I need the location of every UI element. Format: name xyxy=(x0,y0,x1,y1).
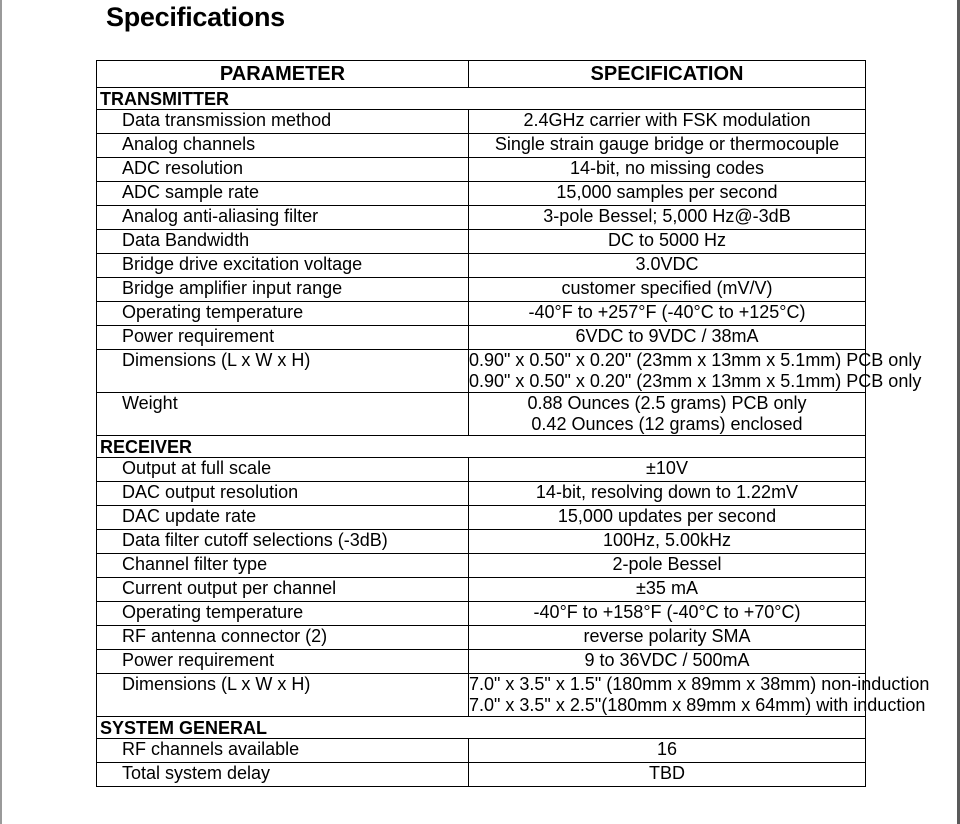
specification-cell xyxy=(469,458,866,482)
table-row xyxy=(97,482,866,506)
specification-cell xyxy=(469,530,866,554)
section-title: TRANSMITTER xyxy=(97,88,866,110)
table-row xyxy=(97,554,866,578)
parameter-cell: Weight xyxy=(97,393,469,436)
specification-line: 16 xyxy=(656,739,678,759)
table-header-row xyxy=(97,61,866,88)
specification-cell xyxy=(469,110,866,134)
parameter-cell: Data filter cutoff selections (-3dB) xyxy=(97,530,469,554)
table-row xyxy=(97,110,866,134)
table-row xyxy=(97,578,866,602)
specification-line: 9 to 36VDC / 500mA xyxy=(584,650,750,670)
parameter-cell: Dimensions (L x W x H) xyxy=(97,350,469,393)
specification-line: 7.0" x 3.5" x 2.5"(180mm x 89mm x 64mm) with induction xyxy=(469,695,926,715)
specification-line: ±35 mA xyxy=(636,578,698,598)
parameter-cell: Channel filter type xyxy=(97,554,469,578)
section-title: SYSTEM GENERAL xyxy=(97,717,866,739)
specification-line: 0.88 Ounces (2.5 grams) PCB only xyxy=(527,393,807,413)
specification-line: customer specified (mV/V) xyxy=(561,278,773,298)
parameter-cell: DAC output resolution xyxy=(97,482,469,506)
table-row xyxy=(97,458,866,482)
table-row xyxy=(97,763,866,787)
table-row xyxy=(97,626,866,650)
specification-line: reverse polarity SMA xyxy=(583,626,751,646)
table-row xyxy=(97,650,866,674)
specification-cell xyxy=(469,674,930,717)
table-row xyxy=(97,278,866,302)
parameter-cell: Total system delay xyxy=(97,763,469,787)
table-row xyxy=(97,182,866,206)
specification-cell xyxy=(469,482,866,506)
section-title: RECEIVER xyxy=(97,436,866,458)
specification-line: ±10V xyxy=(646,458,688,478)
specification-line: TBD xyxy=(649,763,685,783)
specification-cell xyxy=(469,739,866,763)
table-row xyxy=(97,530,866,554)
parameter-cell: RF antenna connector (2) xyxy=(97,626,469,650)
specification-line: -40°F to +257°F (-40°C to +125°C) xyxy=(528,302,806,322)
parameter-cell: Bridge amplifier input range xyxy=(97,278,469,302)
specification-cell xyxy=(469,302,866,326)
parameter-cell: Operating temperature xyxy=(97,302,469,326)
specification-cell xyxy=(469,182,866,206)
section-header-row xyxy=(97,88,866,110)
parameter-cell: Output at full scale xyxy=(97,458,469,482)
parameter-cell: Operating temperature xyxy=(97,602,469,626)
specification-cell xyxy=(469,554,866,578)
parameter-cell: Dimensions (L x W x H) xyxy=(97,674,469,717)
specification-cell xyxy=(469,763,866,787)
parameter-cell: ADC sample rate xyxy=(97,182,469,206)
specification-line: 0.90" x 0.50" x 0.20" (23mm x 13mm x 5.1mm) PCB only xyxy=(469,371,922,391)
parameter-cell: Bridge drive excitation voltage xyxy=(97,254,469,278)
parameter-cell: Current output per channel xyxy=(97,578,469,602)
specification-line: 0.42 Ounces (12 grams) enclosed xyxy=(531,414,803,434)
table-row xyxy=(97,350,866,393)
table-row xyxy=(97,326,866,350)
specification-line: 15,000 updates per second xyxy=(557,506,777,526)
specification-line: 2.4GHz carrier with FSK modulation xyxy=(523,110,811,130)
specification-cell xyxy=(469,350,922,393)
parameter-cell: Analog anti-aliasing filter xyxy=(97,206,469,230)
parameter-cell: Analog channels xyxy=(97,134,469,158)
table-row xyxy=(97,602,866,626)
specification-line: 3-pole Bessel; 5,000 Hz@-3dB xyxy=(543,206,791,226)
specification-cell xyxy=(469,626,866,650)
section-header-row xyxy=(97,436,866,458)
table-row xyxy=(97,393,866,436)
section-header-row xyxy=(97,717,866,739)
header-parameter: PARAMETER xyxy=(97,61,469,88)
specification-cell xyxy=(469,158,866,182)
table-row xyxy=(97,134,866,158)
parameter-cell: RF channels available xyxy=(97,739,469,763)
table-row xyxy=(97,302,866,326)
specification-line: 3.0VDC xyxy=(635,254,699,274)
parameter-cell: Data transmission method xyxy=(97,110,469,134)
specification-cell xyxy=(469,278,866,302)
page-title: Specifications xyxy=(106,2,285,32)
page-edge-left xyxy=(0,0,2,824)
specification-line: DC to 5000 Hz xyxy=(607,230,727,250)
table-row xyxy=(97,230,866,254)
specification-cell xyxy=(469,650,866,674)
table-body xyxy=(97,88,930,787)
parameter-cell: ADC resolution xyxy=(97,158,469,182)
table-row xyxy=(97,739,866,763)
specification-cell xyxy=(469,206,866,230)
specification-cell xyxy=(469,393,866,436)
specifications-table xyxy=(96,60,930,787)
specification-line: 100Hz, 5.00kHz xyxy=(602,530,732,550)
table-row xyxy=(97,206,866,230)
table-row xyxy=(97,254,866,278)
table-row xyxy=(97,158,866,182)
specification-cell xyxy=(469,602,866,626)
specification-line: Single strain gauge bridge or thermocouple xyxy=(494,134,840,154)
specification-line: 15,000 samples per second xyxy=(556,182,778,202)
specification-cell xyxy=(469,326,866,350)
specification-line: 7.0" x 3.5" x 1.5" (180mm x 89mm x 38mm) non-induction xyxy=(469,674,930,694)
table-row xyxy=(97,674,866,717)
table-row xyxy=(97,506,866,530)
specification-cell xyxy=(469,578,866,602)
parameter-cell: Power requirement xyxy=(97,650,469,674)
specification-cell xyxy=(469,230,866,254)
specification-line: -40°F to +158°F (-40°C to +70°C) xyxy=(533,602,801,622)
specification-line: 0.90" x 0.50" x 0.20" (23mm x 13mm x 5.1mm) PCB only xyxy=(469,350,922,370)
parameter-cell: Power requirement xyxy=(97,326,469,350)
specification-line: 14-bit, resolving down to 1.22mV xyxy=(535,482,799,502)
specification-line: 14-bit, no missing codes xyxy=(569,158,765,178)
parameter-cell: Data Bandwidth xyxy=(97,230,469,254)
header-specification: SPECIFICATION xyxy=(469,61,866,88)
specification-line: 6VDC to 9VDC / 38mA xyxy=(575,326,759,346)
parameter-cell: DAC update rate xyxy=(97,506,469,530)
specification-cell xyxy=(469,506,866,530)
specification-line: 2-pole Bessel xyxy=(612,554,722,574)
specification-cell xyxy=(469,254,866,278)
specification-cell xyxy=(469,134,866,158)
